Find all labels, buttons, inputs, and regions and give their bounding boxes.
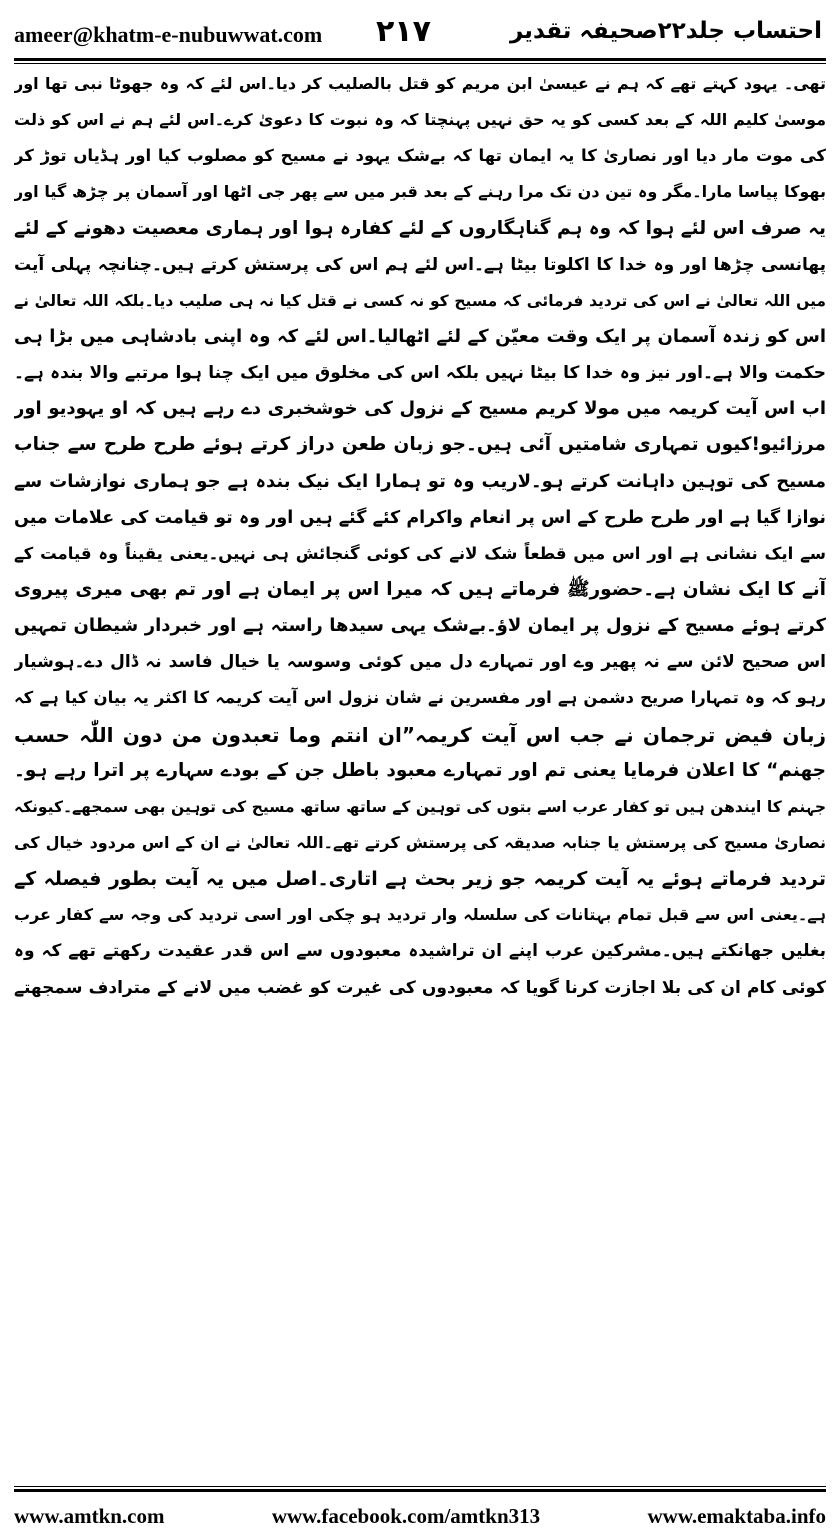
text-line: حکمت والا ہے۔اور نیز وہ خدا کا بیٹا نہیں بلکہ اس کی مخلوق میں ایک چنا ہوا مرتبے والا بندہ ہے۔ xyxy=(14,363,826,384)
footer-link-amtkn: www.amtkn.com xyxy=(14,1503,165,1528)
text-line: یہ صرف اس لئے ہوا کہ وہ ہم گناہگاروں کے لئے کفارہ ہوا اور ہماری معصیت دھونے کے لئے xyxy=(14,217,826,239)
text-line: رہو کہ وہ تمہارا صریح دشمن ہے اور مفسرین نے شان نزول اس آیت کریمہ کا اکثر یہ بیان کیا ہے کہ xyxy=(14,688,826,708)
header-divider-thin xyxy=(14,63,826,64)
text-line: نوازا گیا ہے اور طرح طرح کے اس پر انعام واکرام کئے گئے ہیں اور وہ تو قیامت کی علامات میں xyxy=(14,507,826,528)
text-line: کوئی کام ان کی بلا اجازت کرنا گویا کہ معبودوں کی غیرت کو غضب میں لانے کے مترادف سمجھتے xyxy=(14,977,826,998)
text-line: اس صحیح لائن سے نہ پھیر وے اور تمہارے دل میں کوئی وسوسہ یا خیال فاسد نہ ڈال دے۔ہوشیار xyxy=(14,652,826,673)
header-email: ameer@khatm-e-nubuwwat.com xyxy=(14,22,323,47)
page-number: ۲۱۷ xyxy=(376,14,431,49)
text-line: اب اس آیت کریمہ میں مولا کریم مسیح کے نزول کی خوشخبری دے رہے ہیں کہ او یہودیو اور xyxy=(14,398,826,420)
footer-divider-thin xyxy=(14,1486,826,1487)
text-line: نصاریٰ مسیح کی پرستش یا جنابہ صدیقہ کی پرستش کرتے تھے۔اللہ تعالیٰ نے ان کے اس مردود خیال کی xyxy=(14,832,826,852)
text-line: آنے کا ایک نشان ہے۔حضورﷺ فرماتے ہیں کہ میرا اس پر ایمان ہے اور تم بھی میری پیروی xyxy=(14,578,826,600)
footer-link-emaktaba: www.emaktaba.info xyxy=(647,1503,826,1528)
text-line: بغلیں جھانکتے ہیں۔مشرکین عرب اپنے ان تراشیدہ معبودوں سے اس قدر عقیدت رکھتے تھے کہ وہ xyxy=(14,941,826,962)
text-line: سے ایک نشانی ہے اور اس میں قطعاً شک لانے کی کوئی گنجائش ہی نہیں۔یعنی یقیناً وہ قیامت کے xyxy=(14,543,826,563)
text-line: کی موت مار دیا اور نصاریٰ کا یہ ایمان تھا کہ بےشک یہود نے مسیح کو مصلوب کیا اور ہڈیاں توڑ کر xyxy=(14,146,826,166)
text-line: اس کو زندہ آسمان پر ایک وقت معیّن کے لئے اٹھالیا۔اس لئے کہ وہ اپنی بادشاہی میں بڑا ہی xyxy=(14,325,826,347)
header-divider-thick xyxy=(14,58,826,61)
footer-link-facebook: www.facebook.com/amtkn313 xyxy=(271,1503,541,1528)
footer-divider-thick xyxy=(14,1489,826,1492)
text-line: میں اللہ تعالیٰ نے اس کی تردید فرمائی کہ مسیح کو نہ کسی نے قتل کیا نہ ہی صلیب دیا۔بلکہ اللہ تعالیٰ نے xyxy=(14,291,826,310)
text-line: موسیٰ کلیم اللہ کے بعد کسی کو یہ حق نہیں پہنچتا کہ وہ نبوت کا دعویٰ کرے۔اس لئے ہم نے اس کو ذلت xyxy=(14,110,826,130)
text-line: زبان فیض ترجمان نے جب اس آیت کریمہ”ان انتم وما تعبدون من دون اللّٰہ حسب xyxy=(14,722,826,747)
text-line: جھنم“ کا اعلان فرمایا یعنی تم اور تمہارے معبود باطل جن کے بودے سہارے پر اترا رہے ہو۔ xyxy=(14,759,826,781)
text-line: تردید فرماتے ہوئے یہ آیت کریمہ جو زیر بحث ہے اتاری۔اصل میں یہ آیت بطور فیصلہ کے xyxy=(14,868,826,891)
text-line: جہنم کا ایندھن ہیں تو کفار عرب اسے بتوں کی توہین کے ساتھ ساتھ مسیح کی توہین بھی سمجھے۔کیونکہ xyxy=(14,797,826,816)
book-title: احتساب جلد۲۲صحیفہ تقدیر xyxy=(510,18,822,44)
text-line: مسیح کی توہین داہانت کرتے ہو۔لاریب وہ تو ہمارا ایک نیک بندہ ہے جو ہماری نوازشات سے xyxy=(14,470,826,492)
text-line: کرتے ہوئے مسیح کے نزول پر ایمان لاؤ۔بےشک یہی سیدھا راستہ ہے اور خبردار شیطان تمہیں xyxy=(14,615,826,637)
body-text xyxy=(14,66,826,1476)
text-line: مرزائیو!کیوں تمہاری شامتیں آئی ہیں۔جو زبان طعن دراز کرتے ہوئے طرح طرح سے جناب xyxy=(14,434,826,456)
text-line: تھی۔ یہود کہتے تھے کہ ہم نے عیسیٰ ابن مریم کو قتل بالصلیب کر دیا۔اس لئے کہ وہ جھوٹا نبی تھا اور xyxy=(14,74,826,93)
text-line: پھانسی چڑھا اور وہ خدا کا اکلوتا بیٹا ہے۔اس لئے ہم اس کی پرستش کرتے ہیں۔چنانچہ پہلی آیت xyxy=(14,254,826,275)
page-header xyxy=(0,0,840,62)
text-line: ہے۔یعنی اس سے قبل تمام بہتانات کی سلسلہ وار تردید ہو چکی اور اسی تردید کی وجہ سے کفار عرب xyxy=(14,905,826,925)
text-line: بھوکا پیاسا مارا۔مگر وہ تین دن تک مرا رہنے کے بعد قبر میں سے پھر جی اٹھا اور آسمان پر چڑھ گیا اور xyxy=(14,182,826,202)
page-footer xyxy=(14,1498,826,1534)
